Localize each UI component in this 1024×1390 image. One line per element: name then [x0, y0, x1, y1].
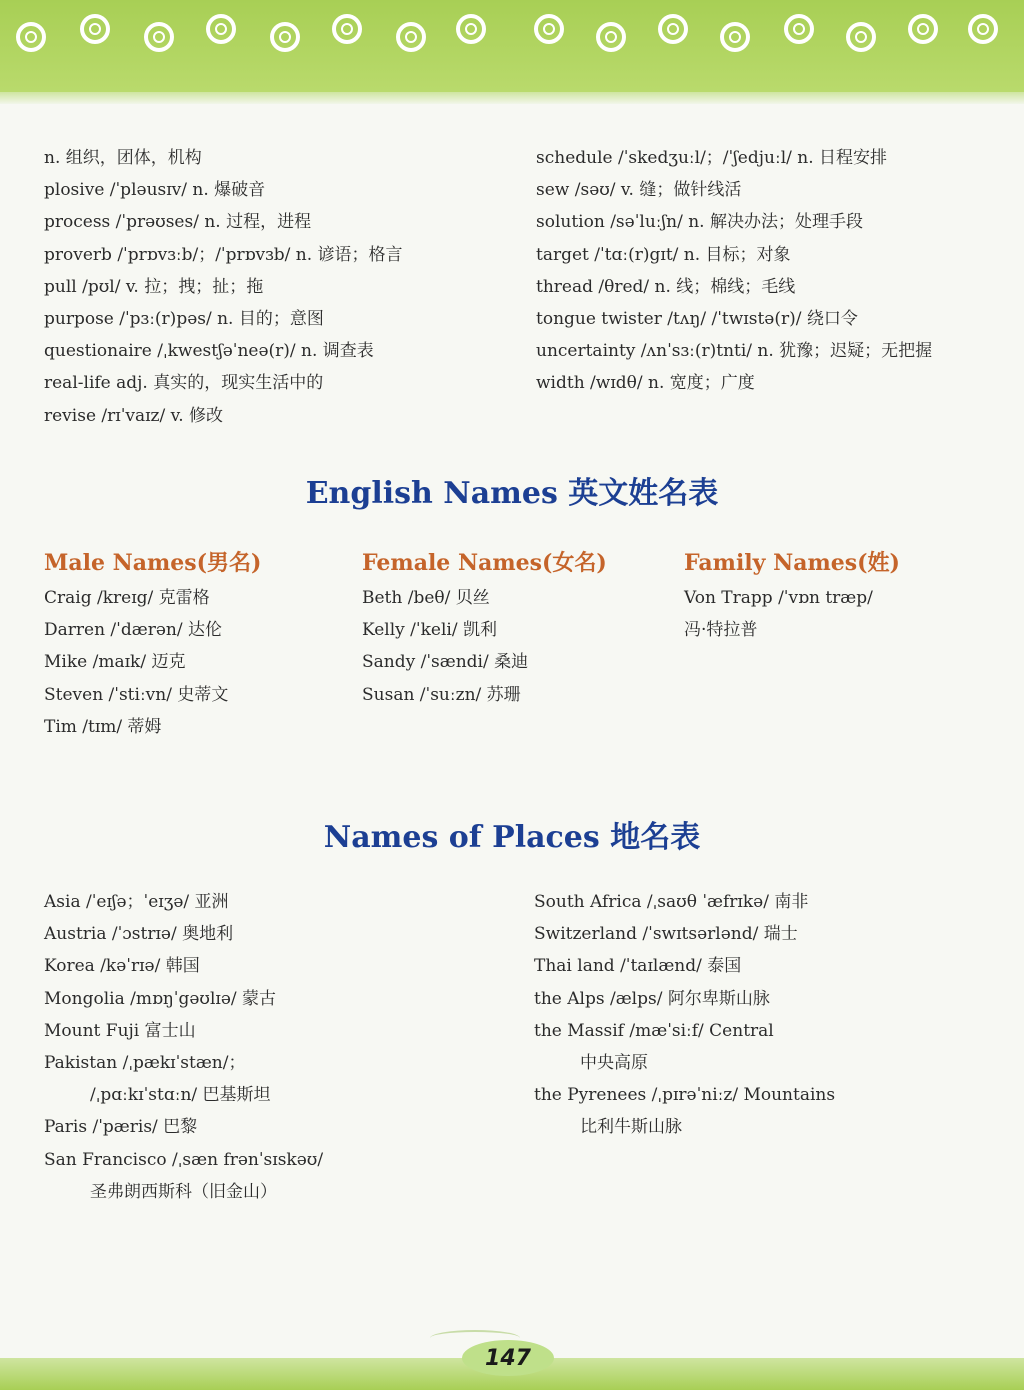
- ring-icon: [658, 14, 688, 44]
- places-left-column: [44, 886, 323, 1208]
- vocab-entry: pull /pʊl/ v. 拉；拽；扯；拖: [44, 276, 264, 297]
- vocab-entry: proverb /ˈprɒvɜːb/；/ˈprɒvɜb/ n. 谚语；格言: [44, 244, 403, 265]
- ring-icon: [80, 14, 110, 44]
- name-entry: Kelly /ˈkeli/ 凯利: [362, 620, 497, 641]
- place-entry: South Africa /ˌsaʊθ ˈæfrɪkə/ 南非: [534, 892, 809, 912]
- ring-icon: [784, 14, 814, 44]
- place-entry: 中央高原: [580, 1052, 648, 1073]
- place-entry: Mongolia /mɒŋˈgəʊlɪə/ 蒙古: [44, 988, 277, 1009]
- place-entry: the Massif /mæˈsiːf/ Central: [534, 1020, 774, 1041]
- place-entry: Thai land /ˈtaɪlænd/ 泰国: [534, 956, 742, 977]
- vocab-right-column: [536, 142, 932, 400]
- ring-icon: [16, 22, 46, 52]
- name-entry: Sandy /ˈsændi/ 桑迪: [362, 652, 529, 673]
- ring-icon: [720, 22, 750, 52]
- name-entry: Mike /maɪk/ 迈克: [44, 652, 186, 673]
- place-entry: 圣弗朗西斯科（旧金山）: [90, 1181, 277, 1202]
- vocab-entry: sew /səʊ/ v. 缝；做针线活: [536, 180, 742, 201]
- family-names-list: [684, 582, 873, 646]
- name-entry: Tim /tɪm/ 蒂姆: [44, 716, 162, 737]
- top-decorative-band: [0, 0, 1024, 92]
- top-fade-strip: [0, 92, 1024, 104]
- vocab-entry: width /wɪdθ/ n. 宽度；广度: [536, 373, 755, 394]
- family-names-heading: Family Names(姓): [684, 550, 900, 576]
- vocab-entry: real-life adj. 真实的，现实生活中的: [44, 373, 324, 394]
- ring-icon: [332, 14, 362, 44]
- vocab-entry: schedule /ˈskedʒuːl/；/ˈʃedjuːl/ n. 日程安排: [536, 148, 888, 168]
- place-entry: Switzerland /ˈswɪtsərlənd/ 瑞士: [534, 924, 798, 945]
- ring-icon: [456, 14, 486, 44]
- place-entry: Pakistan /ˌpækɪˈstæn/；: [44, 1052, 246, 1073]
- male-names-list: [44, 582, 228, 743]
- ring-icon: [206, 14, 236, 44]
- vocab-entry: thread /θred/ n. 线；棉线；毛线: [536, 276, 796, 297]
- vocab-entry: questionaire /ˌkwestʃəˈneə(r)/ n. 调查表: [44, 341, 374, 362]
- page-number: 147: [462, 1340, 554, 1376]
- name-entry: Steven /ˈstiːvn/ 史蒂文: [44, 684, 229, 705]
- vocab-entry: revise /rɪˈvaɪz/ v. 修改: [44, 405, 224, 426]
- ring-icon: [144, 22, 174, 52]
- vocab-entry: uncertainty /ʌnˈsɜː(r)tnti/ n. 犹豫；迟疑；无把握: [536, 341, 933, 362]
- ring-icon: [534, 14, 564, 44]
- vocab-left-column: [44, 142, 403, 432]
- vocab-entry: purpose /ˈpɜː(r)pəs/ n. 目的；意图: [44, 308, 324, 329]
- place-entry: the Alps /ælps/ 阿尔卑斯山脉: [534, 988, 770, 1009]
- name-entry: Von Trapp /ˈvɒn træp/: [684, 588, 873, 608]
- female-names-list: [362, 582, 528, 711]
- ring-icon: [846, 22, 876, 52]
- vocab-entry: target /ˈtɑː(r)gɪt/ n. 目标；对象: [536, 244, 791, 265]
- name-entry: Susan /ˈsuːzn/ 苏珊: [362, 684, 521, 705]
- ring-icon: [396, 22, 426, 52]
- places-heading: Names of Places 地名表: [323, 820, 701, 855]
- name-entry: 冯·特拉普: [684, 620, 758, 641]
- vocab-entry: solution /səˈluːʃn/ n. 解决办法；处理手段: [536, 212, 863, 233]
- places-right-column: [534, 886, 835, 1144]
- place-entry: 比利牛斯山脉: [580, 1117, 682, 1138]
- place-entry: Austria /ˈɔstrɪə/ 奥地利: [44, 924, 234, 945]
- place-entry: Mount Fuji 富士山: [44, 1020, 196, 1041]
- place-entry: Korea /kəˈrɪə/ 韩国: [44, 956, 200, 977]
- place-entry: Asia /ˈeɪʃə；ˈeɪʒə/ 亚洲: [44, 892, 229, 912]
- vocab-entry: n. 组织，团体，机构: [44, 148, 202, 168]
- name-entry: Darren /ˈdærən/ 达伦: [44, 620, 222, 641]
- ring-icon: [908, 14, 938, 44]
- female-names-heading: Female Names(女名): [362, 550, 607, 576]
- ring-icon: [270, 22, 300, 52]
- place-entry: /ˌpɑːkɪˈstɑːn/ 巴基斯坦: [90, 1085, 271, 1106]
- name-entry: Craig /kreɪg/ 克雷格: [44, 588, 210, 608]
- vocab-entry: plosive /ˈpləusɪv/ n. 爆破音: [44, 180, 266, 201]
- place-entry: Paris /ˈpæris/ 巴黎: [44, 1117, 198, 1138]
- ring-icon: [968, 14, 998, 44]
- place-entry: the Pyrenees /ˌpɪrəˈniːz/ Mountains: [534, 1085, 836, 1106]
- place-entry: San Francisco /ˌsæn frənˈsɪskəʊ/: [44, 1149, 324, 1170]
- name-entry: Beth /beθ/ 贝丝: [362, 588, 490, 608]
- english-names-heading: English Names 英文姓名表: [305, 476, 719, 511]
- vocab-entry: tongue twister /tʌŋ/ /ˈtwɪstə(r)/ 绕口令: [536, 308, 858, 329]
- vocab-entry: process /ˈprəʊses/ n. 过程，进程: [44, 212, 312, 233]
- ring-icon: [596, 22, 626, 52]
- male-names-heading: Male Names(男名): [44, 550, 262, 576]
